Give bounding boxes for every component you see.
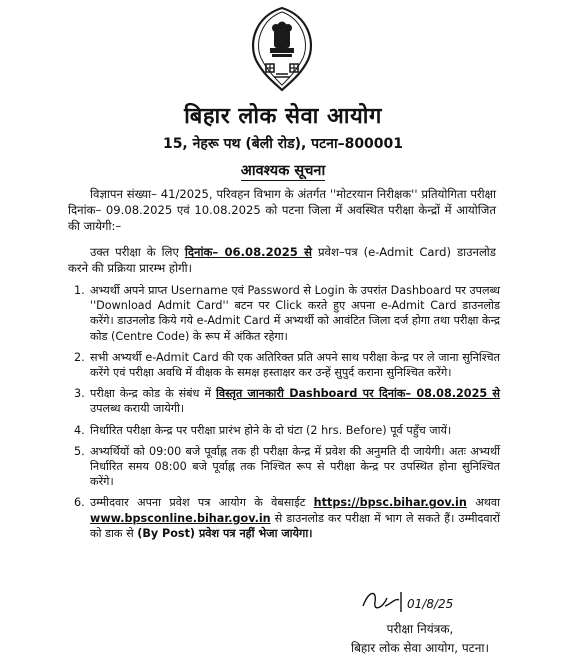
notice-date: दिनांक– 06.08.2025 से xyxy=(184,245,312,259)
by-post-text: (By Post) xyxy=(137,526,196,540)
item-number: 2. xyxy=(74,350,85,364)
page-title: बिहार लोक सेवा आयोग xyxy=(184,104,382,129)
signature-date: 01/8/25 xyxy=(407,597,454,611)
item-text-after: उपलब्ध करायी जायेगी। xyxy=(90,402,185,416)
item-number: 5. xyxy=(74,444,85,458)
item-text-before: उम्मीदवार अपना प्रवेश पत्र आयोग के वेबसाईट xyxy=(90,496,314,510)
list-item xyxy=(76,283,500,344)
instruction-list xyxy=(76,283,500,547)
item-text: सभी अभ्यर्थी e-Admit Card की एक अतिरिक्त प्रति अपने साथ परीक्षा केन्द्र पर ले जाना सुनिश्चित करेंगे एवं परीक्षा अवधि में वीक्षक के समक्ष हस्ताक्षर कर उन्हें सुपुर्द कराना सुनिश्चित करेंगे। xyxy=(90,350,500,380)
notice-heading-text: आवश्यक सूचना xyxy=(240,163,326,179)
intro-rest: प्रतियोगिता परीक्षा दिनांक– 09.08.2025 एवं 10.08.2025 को पटना जिला में अवस्थित परीक्षा केन्द्रों में आयोजित की जायेगी:– xyxy=(68,187,496,233)
website-link-bpsconline[interactable]: www.bpsconline.bihar.gov.in xyxy=(90,511,271,525)
designation: परीक्षा नियंत्रक, xyxy=(386,622,454,636)
notice-paragraph xyxy=(68,244,496,276)
signature-block xyxy=(330,584,510,656)
list-item xyxy=(76,495,500,541)
notice-before: उक्त परीक्षा के लिए xyxy=(90,245,185,259)
item-text-before: परीक्षा केन्द्र कोड के संबंध में xyxy=(90,387,217,401)
bihar-emblem-icon xyxy=(236,2,328,94)
item-text: निर्धारित परीक्षा केन्द्र पर परीक्षा प्रारंभ होने के दो घंटा (2 hrs. Before) पूर्व पहुँच जायें। xyxy=(90,423,452,437)
intro-paragraph xyxy=(68,186,496,234)
list-item xyxy=(76,444,500,490)
office-address: 15, नेहरू पथ (बेली रोड), पटना–800001 xyxy=(162,136,404,152)
item-number: 3. xyxy=(74,387,85,401)
list-item xyxy=(76,423,500,438)
list-item xyxy=(76,386,500,416)
office-name: बिहार लोक सेवा आयोग, पटना। xyxy=(350,641,490,655)
item-text-after: प्रवेश पत्र नहीं भेजा जायेगा। xyxy=(195,526,313,540)
intro-prefix: विज्ञापन संख्या– 41/2025, परिवहन विभाग के अंतर्गत ''मोटरयान निरीक्षक'' xyxy=(90,187,418,201)
item-number: 4. xyxy=(74,423,85,437)
item-number: 1. xyxy=(74,284,85,297)
item-text-mid2: से डाउनलोड कर परीक्षा में भाग ले सकते हैं। उम्मीदवारों को डाक से xyxy=(90,511,500,540)
list-item xyxy=(76,350,500,380)
item-text: अभ्यर्थियों को 09:00 बजे पूर्वाह्न तक ही परीक्षा केन्द्र में प्रवेश की अनुमति दी जायेगी। अतः अभ्यर्थी निर्धारित समय 08:00 बजे पूर्वाह्न तक निश्चित रूप से परीक्षा केन्द्र पर उपस्थित होना सुनिश्चित करेंगे। xyxy=(90,444,500,489)
item-text-mid: अथवा xyxy=(466,496,501,510)
item-text: अभ्यर्थी अपने प्राप्त Username एवं Password से Login के उपरांत Dashboard पर उपलब्ध ''Download Admit Card'' बटन पर Click करते हुए अपना e-Admit Card डाउनलोड करेंगे। डाउनलोड किये गये e-Admit Card में अभ्यर्थी को आवंटित जिला दर्ज होगा तथा परीक्षा केन्द्र कोड (Centre Code) के रूप में अंकित रहेगा। xyxy=(90,284,500,343)
notice-heading xyxy=(0,160,566,180)
notice-after: प्रवेश–पत्र (e-Admit Card) डाउनलोड करने की प्रक्रिया प्रारम्भ होगी। xyxy=(68,245,497,275)
website-link-bpsc[interactable]: https://bpsc.bihar.gov.in xyxy=(313,496,467,510)
item-number: 6. xyxy=(74,496,85,510)
item-text-underlined: विस्तृत जानकारी Dashboard पर दिनांक– 08.08.2025 से xyxy=(216,387,500,401)
handwritten-signature xyxy=(345,584,495,616)
